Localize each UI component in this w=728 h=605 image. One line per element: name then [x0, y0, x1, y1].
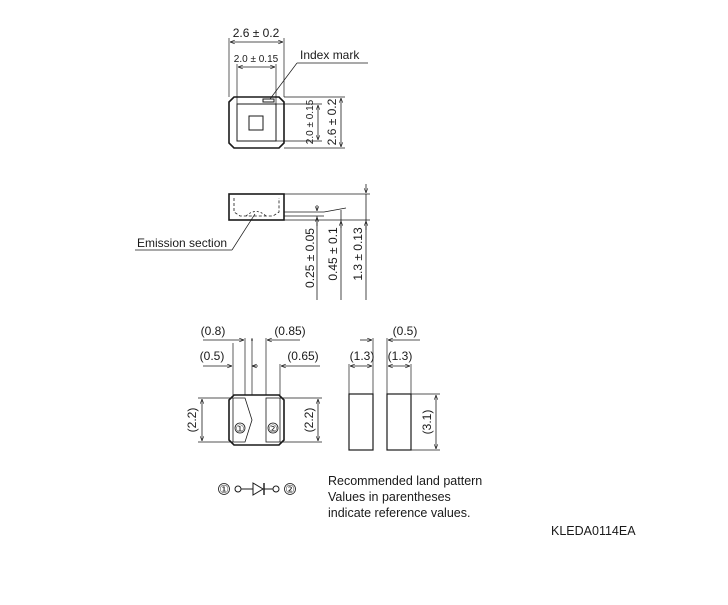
pin-2-label: ②	[285, 484, 295, 496]
land-dim-1-3-left: (1.3)	[349, 349, 375, 363]
lens-hidden-outline	[234, 198, 279, 216]
dim-2-2-right: (2.2)	[302, 407, 316, 433]
dim-0-5: (0.5)	[199, 349, 225, 363]
node-right	[273, 486, 279, 492]
dim-025: 0.25 ± 0.05	[303, 228, 317, 288]
pad-2	[266, 398, 280, 442]
lens-outline	[237, 104, 276, 141]
pad-1-label: ①	[235, 424, 245, 435]
index-mark-label: Index mark	[300, 48, 360, 62]
pad-1	[233, 398, 252, 442]
index-mark-leader	[270, 63, 297, 99]
dim-0-65: (0.65)	[287, 349, 319, 363]
index-mark	[263, 99, 274, 102]
dim-045: 0.45 ± 0.1	[326, 227, 340, 281]
top-view	[229, 26, 368, 148]
chip-square	[249, 116, 263, 130]
land-pattern	[349, 324, 440, 450]
drawing-code: KLEDA0114EA	[551, 524, 636, 538]
dim-0-8: (0.8)	[200, 324, 226, 338]
dim-width-inner: 2.0 ± 0.15	[233, 54, 279, 65]
pad-2-label: ②	[268, 424, 278, 435]
lens-dome	[246, 212, 266, 217]
note-line-1: Recommended land pattern	[328, 474, 483, 488]
bottom-view	[185, 324, 322, 445]
note-line-2: Values in parentheses	[328, 490, 451, 504]
pin-1-label: ①	[219, 484, 229, 496]
emission-section-label: Emission section	[137, 236, 228, 250]
diode-triangle	[253, 483, 263, 495]
side-view	[135, 184, 370, 300]
dim-height-inner: 2.0 ± 0.15	[305, 99, 316, 145]
land-dim-0-5: (0.5)	[392, 324, 418, 338]
dim-height-outer: 2.6 ± 0.2	[325, 98, 339, 146]
note-line-3: indicate reference values.	[328, 506, 471, 520]
land-pad-left	[349, 394, 373, 450]
node-left	[235, 486, 241, 492]
land-pad-right	[387, 394, 411, 450]
dim-2-2-left: (2.2)	[185, 407, 199, 433]
package-body-bottom	[229, 395, 284, 445]
ext-line	[324, 208, 346, 212]
dim-13: 1.3 ± 0.13	[351, 227, 365, 281]
notes	[328, 474, 482, 520]
land-dim-1-3-right: (1.3)	[387, 349, 413, 363]
diode-schematic	[219, 483, 296, 496]
dim-0-85: (0.85)	[274, 324, 306, 338]
land-dim-3-1: (3.1)	[420, 409, 434, 435]
dim-width-outer: 2.6 ± 0.2	[232, 26, 280, 40]
